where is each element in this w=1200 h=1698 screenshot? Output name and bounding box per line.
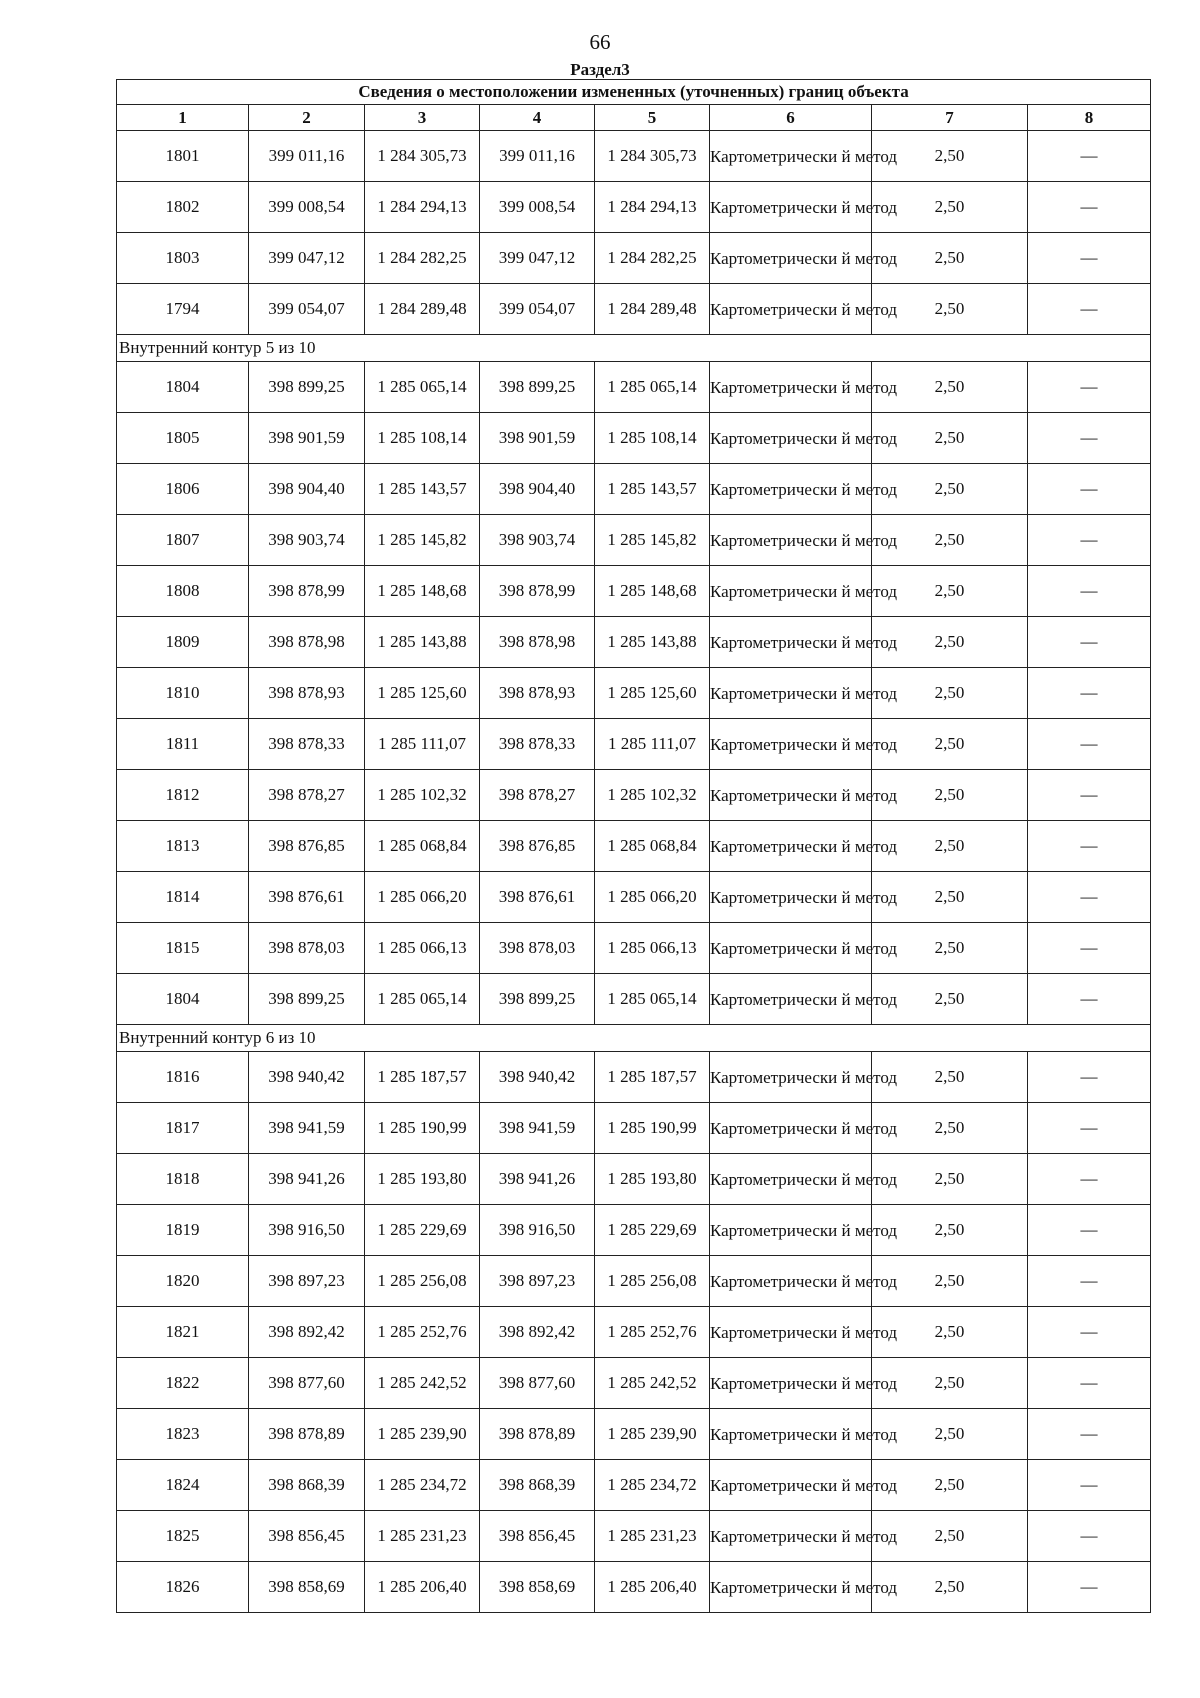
description-cell: — (1028, 464, 1151, 515)
method-cell: Картометрически й метод (710, 1358, 872, 1409)
description-cell: — (1028, 284, 1151, 335)
table-row (117, 1358, 1151, 1409)
y-new-cell: 1 285 145,82 (595, 515, 710, 566)
table-row (117, 1154, 1151, 1205)
x-old-cell: 398 878,27 (249, 770, 365, 821)
accuracy-cell: 2,50 (872, 464, 1028, 515)
method-cell: Картометрически й метод (710, 413, 872, 464)
y-new-cell: 1 285 066,20 (595, 872, 710, 923)
accuracy-cell: 2,50 (872, 821, 1028, 872)
point-number-cell: 1824 (117, 1460, 249, 1511)
description-cell: — (1028, 1460, 1151, 1511)
x-old-cell: 398 876,61 (249, 872, 365, 923)
x-old-cell: 399 047,12 (249, 233, 365, 284)
method-cell: Картометрически й метод (710, 1256, 872, 1307)
y-new-cell: 1 285 066,13 (595, 923, 710, 974)
method-cell: Картометрически й метод (710, 1154, 872, 1205)
y-old-cell: 1 285 193,80 (365, 1154, 480, 1205)
x-old-cell: 398 916,50 (249, 1205, 365, 1256)
description-cell: — (1028, 515, 1151, 566)
page-number: 66 (589, 30, 611, 54)
x-old-cell: 398 897,23 (249, 1256, 365, 1307)
table-row (117, 974, 1151, 1025)
point-number-cell: 1802 (117, 182, 249, 233)
point-number-cell: 1804 (117, 362, 249, 413)
x-old-cell: 398 892,42 (249, 1307, 365, 1358)
description-cell: — (1028, 413, 1151, 464)
description-cell: — (1028, 1154, 1151, 1205)
x-old-cell: 398 903,74 (249, 515, 365, 566)
table-row (117, 1562, 1151, 1613)
point-number-cell: 1816 (117, 1052, 249, 1103)
y-new-cell: 1 285 068,84 (595, 821, 710, 872)
accuracy-cell: 2,50 (872, 617, 1028, 668)
description-cell: — (1028, 770, 1151, 821)
x-new-cell: 398 878,89 (480, 1409, 595, 1460)
accuracy-cell: 2,50 (872, 362, 1028, 413)
method-cell: Картометрически й метод (710, 1511, 872, 1562)
accuracy-cell: 2,50 (872, 233, 1028, 284)
description-cell: — (1028, 362, 1151, 413)
y-old-cell: 1 285 256,08 (365, 1256, 480, 1307)
table-row (117, 617, 1151, 668)
table-row (117, 923, 1151, 974)
accuracy-cell: 2,50 (872, 1511, 1028, 1562)
method-cell: Картометрически й метод (710, 617, 872, 668)
point-number-cell: 1794 (117, 284, 249, 335)
table-row (117, 131, 1151, 182)
x-new-cell: 398 901,59 (480, 413, 595, 464)
method-cell: Картометрически й метод (710, 1052, 872, 1103)
table-row (117, 719, 1151, 770)
description-cell: — (1028, 1358, 1151, 1409)
method-cell: Картометрически й метод (710, 1460, 872, 1511)
y-new-cell: 1 285 108,14 (595, 413, 710, 464)
y-new-cell: 1 285 193,80 (595, 1154, 710, 1205)
table-caption: Сведения о местоположении измененных (уточненных) границ объекта (117, 80, 1151, 105)
description-cell: — (1028, 1511, 1151, 1562)
point-number-cell: 1826 (117, 1562, 249, 1613)
y-new-cell: 1 285 111,07 (595, 719, 710, 770)
x-old-cell: 398 901,59 (249, 413, 365, 464)
point-number-cell: 1823 (117, 1409, 249, 1460)
method-cell: Картометрически й метод (710, 719, 872, 770)
description-cell: — (1028, 1103, 1151, 1154)
method-cell: Картометрически й метод (710, 1307, 872, 1358)
table-row (117, 1409, 1151, 1460)
x-old-cell: 398 876,85 (249, 821, 365, 872)
description-cell: — (1028, 182, 1151, 233)
y-old-cell: 1 285 111,07 (365, 719, 480, 770)
description-cell: — (1028, 131, 1151, 182)
y-new-cell: 1 285 242,52 (595, 1358, 710, 1409)
x-new-cell: 398 878,27 (480, 770, 595, 821)
point-number-cell: 1814 (117, 872, 249, 923)
point-number-cell: 1806 (117, 464, 249, 515)
x-old-cell: 398 941,59 (249, 1103, 365, 1154)
y-old-cell: 1 285 187,57 (365, 1052, 480, 1103)
method-cell: Картометрически й метод (710, 233, 872, 284)
table-row (117, 515, 1151, 566)
accuracy-cell: 2,50 (872, 1103, 1028, 1154)
y-new-cell: 1 285 206,40 (595, 1562, 710, 1613)
accuracy-cell: 2,50 (872, 1460, 1028, 1511)
table-row (117, 1103, 1151, 1154)
x-new-cell: 399 008,54 (480, 182, 595, 233)
y-old-cell: 1 284 305,73 (365, 131, 480, 182)
accuracy-cell: 2,50 (872, 1409, 1028, 1460)
description-cell: — (1028, 617, 1151, 668)
y-old-cell: 1 285 206,40 (365, 1562, 480, 1613)
point-number-cell: 1804 (117, 974, 249, 1025)
y-new-cell: 1 285 102,32 (595, 770, 710, 821)
point-number-cell: 1821 (117, 1307, 249, 1358)
description-cell: — (1028, 668, 1151, 719)
accuracy-cell: 2,50 (872, 1307, 1028, 1358)
x-old-cell: 398 899,25 (249, 362, 365, 413)
point-number-cell: 1813 (117, 821, 249, 872)
method-cell: Картометрически й метод (710, 515, 872, 566)
x-new-cell: 398 856,45 (480, 1511, 595, 1562)
table-body (117, 80, 1151, 1613)
point-number-cell: 1811 (117, 719, 249, 770)
description-cell: — (1028, 566, 1151, 617)
column-header: 2 (249, 105, 365, 131)
y-new-cell: 1 285 065,14 (595, 362, 710, 413)
description-cell: — (1028, 1307, 1151, 1358)
y-old-cell: 1 285 125,60 (365, 668, 480, 719)
description-cell: — (1028, 1562, 1151, 1613)
y-old-cell: 1 285 252,76 (365, 1307, 480, 1358)
x-new-cell: 398 899,25 (480, 974, 595, 1025)
y-new-cell: 1 284 282,25 (595, 233, 710, 284)
point-number-cell: 1822 (117, 1358, 249, 1409)
point-number-cell: 1809 (117, 617, 249, 668)
accuracy-cell: 2,50 (872, 719, 1028, 770)
y-new-cell: 1 285 143,88 (595, 617, 710, 668)
x-old-cell: 398 858,69 (249, 1562, 365, 1613)
y-old-cell: 1 285 065,14 (365, 974, 480, 1025)
y-old-cell: 1 285 102,32 (365, 770, 480, 821)
accuracy-cell: 2,50 (872, 182, 1028, 233)
y-new-cell: 1 285 125,60 (595, 668, 710, 719)
y-old-cell: 1 285 234,72 (365, 1460, 480, 1511)
point-number-cell: 1817 (117, 1103, 249, 1154)
x-old-cell: 398 940,42 (249, 1052, 365, 1103)
column-header-row (117, 105, 1151, 131)
y-old-cell: 1 285 143,88 (365, 617, 480, 668)
y-old-cell: 1 285 190,99 (365, 1103, 480, 1154)
accuracy-cell: 2,50 (872, 872, 1028, 923)
description-cell: — (1028, 974, 1151, 1025)
method-cell: Картометрически й метод (710, 1409, 872, 1460)
y-old-cell: 1 285 065,14 (365, 362, 480, 413)
table-row (117, 464, 1151, 515)
column-header: 7 (872, 105, 1028, 131)
method-cell: Картометрически й метод (710, 362, 872, 413)
method-cell: Картометрически й метод (710, 770, 872, 821)
method-cell: Картометрически й метод (710, 182, 872, 233)
contour-label: Внутренний контур 5 из 10 (117, 335, 1151, 362)
description-cell: — (1028, 1256, 1151, 1307)
method-cell: Картометрически й метод (710, 1562, 872, 1613)
description-cell: — (1028, 719, 1151, 770)
method-cell: Картометрически й метод (710, 1205, 872, 1256)
table-row (117, 566, 1151, 617)
x-new-cell: 399 054,07 (480, 284, 595, 335)
y-old-cell: 1 285 239,90 (365, 1409, 480, 1460)
x-old-cell: 399 008,54 (249, 182, 365, 233)
method-cell: Картометрически й метод (710, 872, 872, 923)
x-old-cell: 398 878,33 (249, 719, 365, 770)
accuracy-cell: 2,50 (872, 974, 1028, 1025)
x-new-cell: 399 047,12 (480, 233, 595, 284)
accuracy-cell: 2,50 (872, 566, 1028, 617)
table-row (117, 284, 1151, 335)
y-old-cell: 1 285 108,14 (365, 413, 480, 464)
x-new-cell: 398 877,60 (480, 1358, 595, 1409)
description-cell: — (1028, 821, 1151, 872)
point-number-cell: 1807 (117, 515, 249, 566)
table-row (117, 362, 1151, 413)
description-cell: — (1028, 1409, 1151, 1460)
y-new-cell: 1 285 256,08 (595, 1256, 710, 1307)
accuracy-cell: 2,50 (872, 1256, 1028, 1307)
column-header: 5 (595, 105, 710, 131)
x-new-cell: 398 899,25 (480, 362, 595, 413)
method-cell: Картометрически й метод (710, 1103, 872, 1154)
accuracy-cell: 2,50 (872, 1358, 1028, 1409)
accuracy-cell: 2,50 (872, 515, 1028, 566)
x-new-cell: 398 903,74 (480, 515, 595, 566)
method-cell: Картометрически й метод (710, 821, 872, 872)
point-number-cell: 1818 (117, 1154, 249, 1205)
y-new-cell: 1 285 252,76 (595, 1307, 710, 1358)
y-old-cell: 1 285 068,84 (365, 821, 480, 872)
point-number-cell: 1801 (117, 131, 249, 182)
accuracy-cell: 2,50 (872, 1562, 1028, 1613)
x-new-cell: 398 897,23 (480, 1256, 595, 1307)
y-new-cell: 1 285 231,23 (595, 1511, 710, 1562)
y-new-cell: 1 285 143,57 (595, 464, 710, 515)
y-new-cell: 1 285 187,57 (595, 1052, 710, 1103)
column-header: 4 (480, 105, 595, 131)
description-cell: — (1028, 233, 1151, 284)
y-new-cell: 1 285 234,72 (595, 1460, 710, 1511)
accuracy-cell: 2,50 (872, 1205, 1028, 1256)
x-old-cell: 398 878,99 (249, 566, 365, 617)
accuracy-cell: 2,50 (872, 131, 1028, 182)
table-row (117, 668, 1151, 719)
description-cell: — (1028, 872, 1151, 923)
y-old-cell: 1 285 229,69 (365, 1205, 480, 1256)
y-old-cell: 1 285 148,68 (365, 566, 480, 617)
coordinates-table (116, 79, 1151, 1613)
point-number-cell: 1808 (117, 566, 249, 617)
column-header: 6 (710, 105, 872, 131)
table-row (117, 1460, 1151, 1511)
column-header: 3 (365, 105, 480, 131)
y-old-cell: 1 285 242,52 (365, 1358, 480, 1409)
x-old-cell: 399 054,07 (249, 284, 365, 335)
table-row (117, 182, 1151, 233)
point-number-cell: 1803 (117, 233, 249, 284)
method-cell: Картометрически й метод (710, 131, 872, 182)
contour-row (117, 335, 1151, 362)
y-old-cell: 1 284 294,13 (365, 182, 480, 233)
x-old-cell: 398 878,89 (249, 1409, 365, 1460)
x-new-cell: 398 876,61 (480, 872, 595, 923)
y-new-cell: 1 284 305,73 (595, 131, 710, 182)
x-new-cell: 398 878,03 (480, 923, 595, 974)
table-caption-row (117, 80, 1151, 105)
x-new-cell: 398 868,39 (480, 1460, 595, 1511)
contour-label: Внутренний контур 6 из 10 (117, 1025, 1151, 1052)
method-cell: Картометрически й метод (710, 284, 872, 335)
x-new-cell: 398 892,42 (480, 1307, 595, 1358)
table-row (117, 1052, 1151, 1103)
table-row (117, 1307, 1151, 1358)
point-number-cell: 1812 (117, 770, 249, 821)
x-new-cell: 398 941,59 (480, 1103, 595, 1154)
x-old-cell: 399 011,16 (249, 131, 365, 182)
y-new-cell: 1 285 229,69 (595, 1205, 710, 1256)
x-old-cell: 398 856,45 (249, 1511, 365, 1562)
point-number-cell: 1805 (117, 413, 249, 464)
y-old-cell: 1 284 282,25 (365, 233, 480, 284)
contour-row (117, 1025, 1151, 1052)
y-new-cell: 1 285 190,99 (595, 1103, 710, 1154)
x-old-cell: 398 868,39 (249, 1460, 365, 1511)
x-new-cell: 398 916,50 (480, 1205, 595, 1256)
x-old-cell: 398 899,25 (249, 974, 365, 1025)
table-row (117, 1256, 1151, 1307)
x-old-cell: 398 878,93 (249, 668, 365, 719)
x-new-cell: 398 878,93 (480, 668, 595, 719)
y-old-cell: 1 285 231,23 (365, 1511, 480, 1562)
description-cell: — (1028, 1052, 1151, 1103)
x-new-cell: 398 941,26 (480, 1154, 595, 1205)
x-old-cell: 398 878,98 (249, 617, 365, 668)
x-new-cell: 398 858,69 (480, 1562, 595, 1613)
method-cell: Картометрически й метод (710, 923, 872, 974)
accuracy-cell: 2,50 (872, 284, 1028, 335)
y-old-cell: 1 284 289,48 (365, 284, 480, 335)
x-new-cell: 398 904,40 (480, 464, 595, 515)
y-new-cell: 1 285 148,68 (595, 566, 710, 617)
point-number-cell: 1820 (117, 1256, 249, 1307)
accuracy-cell: 2,50 (872, 1154, 1028, 1205)
method-cell: Картометрически й метод (710, 464, 872, 515)
y-old-cell: 1 285 066,20 (365, 872, 480, 923)
column-header: 8 (1028, 105, 1151, 131)
table-row (117, 1205, 1151, 1256)
table-row (117, 821, 1151, 872)
y-new-cell: 1 285 239,90 (595, 1409, 710, 1460)
point-number-cell: 1825 (117, 1511, 249, 1562)
y-old-cell: 1 285 143,57 (365, 464, 480, 515)
y-new-cell: 1 284 289,48 (595, 284, 710, 335)
accuracy-cell: 2,50 (872, 923, 1028, 974)
table-row (117, 233, 1151, 284)
x-new-cell: 398 876,85 (480, 821, 595, 872)
section-title: Раздел3 (570, 60, 630, 79)
x-new-cell: 398 878,33 (480, 719, 595, 770)
table-row (117, 413, 1151, 464)
column-header: 1 (117, 105, 249, 131)
accuracy-cell: 2,50 (872, 1052, 1028, 1103)
point-number-cell: 1819 (117, 1205, 249, 1256)
x-new-cell: 398 878,98 (480, 617, 595, 668)
method-cell: Картометрически й метод (710, 668, 872, 719)
description-cell: — (1028, 923, 1151, 974)
x-new-cell: 399 011,16 (480, 131, 595, 182)
x-old-cell: 398 941,26 (249, 1154, 365, 1205)
accuracy-cell: 2,50 (872, 668, 1028, 719)
y-new-cell: 1 285 065,14 (595, 974, 710, 1025)
x-old-cell: 398 877,60 (249, 1358, 365, 1409)
accuracy-cell: 2,50 (872, 770, 1028, 821)
method-cell: Картометрически й метод (710, 974, 872, 1025)
y-new-cell: 1 284 294,13 (595, 182, 710, 233)
accuracy-cell: 2,50 (872, 413, 1028, 464)
y-old-cell: 1 285 066,13 (365, 923, 480, 974)
y-old-cell: 1 285 145,82 (365, 515, 480, 566)
x-new-cell: 398 878,99 (480, 566, 595, 617)
table-row (117, 1511, 1151, 1562)
method-cell: Картометрически й метод (710, 566, 872, 617)
point-number-cell: 1810 (117, 668, 249, 719)
x-new-cell: 398 940,42 (480, 1052, 595, 1103)
x-old-cell: 398 904,40 (249, 464, 365, 515)
point-number-cell: 1815 (117, 923, 249, 974)
table-row (117, 770, 1151, 821)
x-old-cell: 398 878,03 (249, 923, 365, 974)
table-row (117, 872, 1151, 923)
description-cell: — (1028, 1205, 1151, 1256)
